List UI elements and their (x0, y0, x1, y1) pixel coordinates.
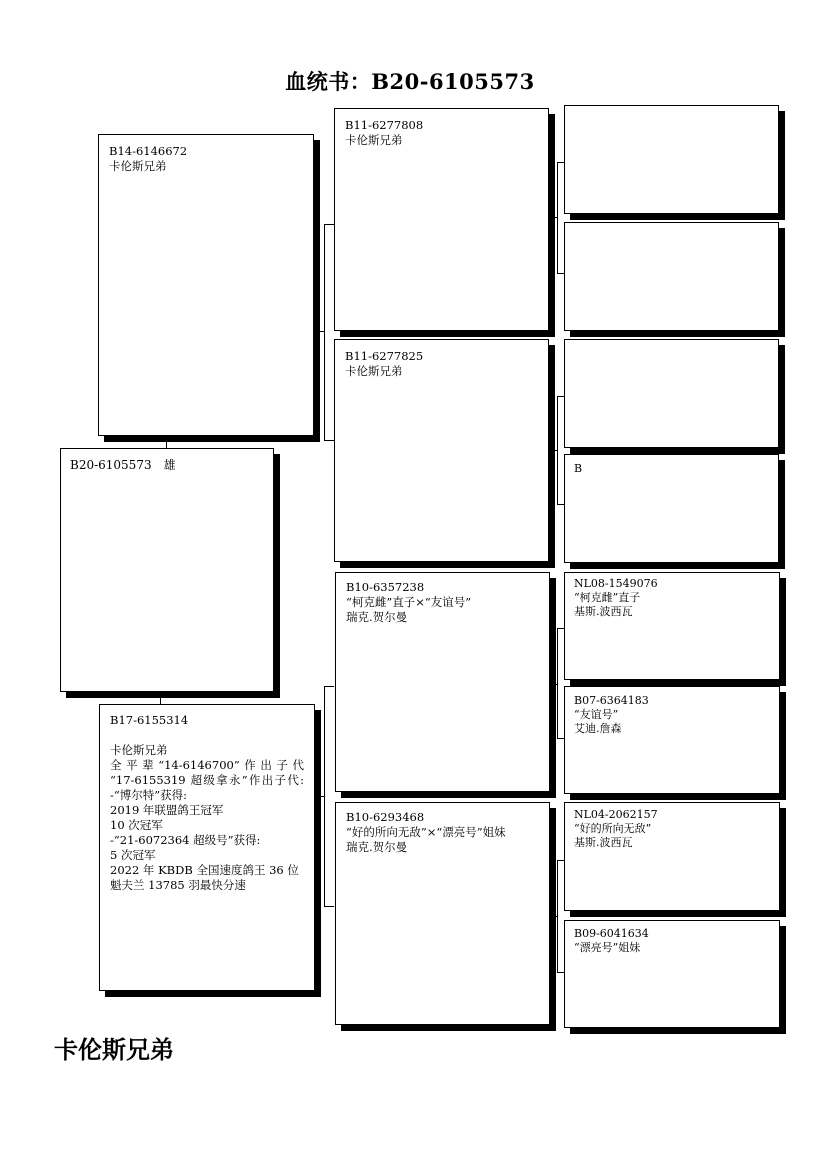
breeder-name: 卡伦斯兄弟 (345, 364, 403, 378)
connector (557, 860, 564, 861)
connector (557, 738, 564, 739)
connector (557, 396, 564, 397)
connector (550, 684, 557, 685)
gen3-card (564, 686, 780, 794)
spacer-line (110, 728, 304, 743)
connector (557, 504, 564, 505)
pedigree-note: 2019 年联盟鸽王冠军 (110, 803, 224, 817)
connector (160, 692, 161, 704)
sire-card (98, 134, 314, 436)
gen3-card (564, 454, 779, 563)
ring-number: B09-6041634 (574, 927, 649, 940)
pedigree-note: “柯克雌”直子 (574, 591, 641, 604)
connector (324, 224, 334, 225)
subject-ring-sex: B20-6105573 雄 (70, 458, 176, 472)
gen3-card (564, 339, 779, 448)
pedigree-note: 10 次冠军 (110, 818, 163, 832)
ring-number: B11-6277808 (345, 118, 424, 132)
gen3-card (564, 802, 780, 911)
pedigree-note: 全平辈“14-6146700”作出子代 (110, 758, 304, 772)
breeder-name: 卡伦斯兄弟 (110, 743, 168, 757)
connector (324, 440, 334, 441)
connector (557, 628, 564, 629)
gen3-card (564, 572, 780, 680)
footer-breeder-name: 卡伦斯兄弟 (54, 1036, 174, 1064)
sire-dam-card (334, 339, 549, 562)
connector (549, 450, 557, 451)
pedigree-note: 5 次冠军 (110, 848, 156, 862)
ring-number: B17-6155314 (110, 713, 189, 727)
connector (557, 273, 564, 274)
breeder-name: 瑞克.贺尔曼 (346, 610, 408, 624)
pedigree-note: “17-6155319 超级拿永”作出子代: (110, 773, 304, 787)
connector (324, 906, 334, 907)
connector (557, 628, 558, 738)
dam-dam-card (335, 802, 550, 1025)
connector (324, 224, 325, 440)
ring-number: B07-6364183 (574, 694, 649, 707)
connector (550, 916, 557, 917)
pedigree-note: 2022 年 KBDB 全国速度鸽王 36 位 (110, 863, 299, 877)
connector (557, 860, 558, 972)
pedigree-note: “好的所向无敌”×“漂亮号”姐妹 (346, 825, 506, 839)
breeder-name: 卡伦斯兄弟 (345, 133, 403, 147)
breeder-name: 艾迪.詹森 (574, 722, 622, 735)
connector (549, 217, 557, 218)
connector (557, 972, 564, 973)
ring-number: B (574, 462, 583, 475)
pedigree-note: 魁夫兰 13785 羽最快分速 (110, 878, 246, 892)
connector (314, 331, 324, 332)
connector (314, 796, 324, 797)
connector (557, 162, 558, 273)
dam-card (99, 704, 315, 991)
pedigree-note: “好的所向无敌” (574, 822, 652, 835)
subject-card (60, 448, 274, 692)
pedigree-note: “柯克雌”直子×“友谊号” (346, 595, 472, 609)
dam-sire-card (335, 572, 550, 792)
pedigree-note: -“21-6072364 超级号”获得: (110, 833, 261, 847)
breeder-name: 基斯.波西瓦 (574, 836, 633, 849)
ring-number: B10-6293468 (346, 810, 425, 824)
ring-number: B11-6277825 (345, 349, 424, 363)
pedigree-note: “友谊号” (574, 708, 619, 721)
gen3-card (564, 222, 779, 331)
breeder-name: 基斯.波西瓦 (574, 605, 633, 618)
pedigree-note: -“博尔特”获得: (110, 788, 188, 802)
breeder-name: 卡伦斯兄弟 (109, 159, 167, 173)
connector (324, 686, 334, 687)
ring-number: NL04-2062157 (574, 808, 658, 821)
connector (557, 162, 564, 163)
connector (166, 436, 167, 448)
connector (324, 686, 325, 906)
pedigree-note: “漂亮号”姐妹 (574, 941, 641, 954)
breeder-name: 瑞克.贺尔曼 (346, 840, 408, 854)
ring-number: B14-6146672 (109, 144, 188, 158)
gen3-card (564, 105, 779, 214)
page-title: 血统书：B20-6105573 (285, 69, 535, 94)
gen3-card (564, 920, 780, 1028)
ring-number: B10-6357238 (346, 580, 425, 594)
connector (557, 396, 558, 504)
sire-sire-card (334, 108, 549, 331)
ring-number: NL08-1549076 (574, 577, 658, 590)
